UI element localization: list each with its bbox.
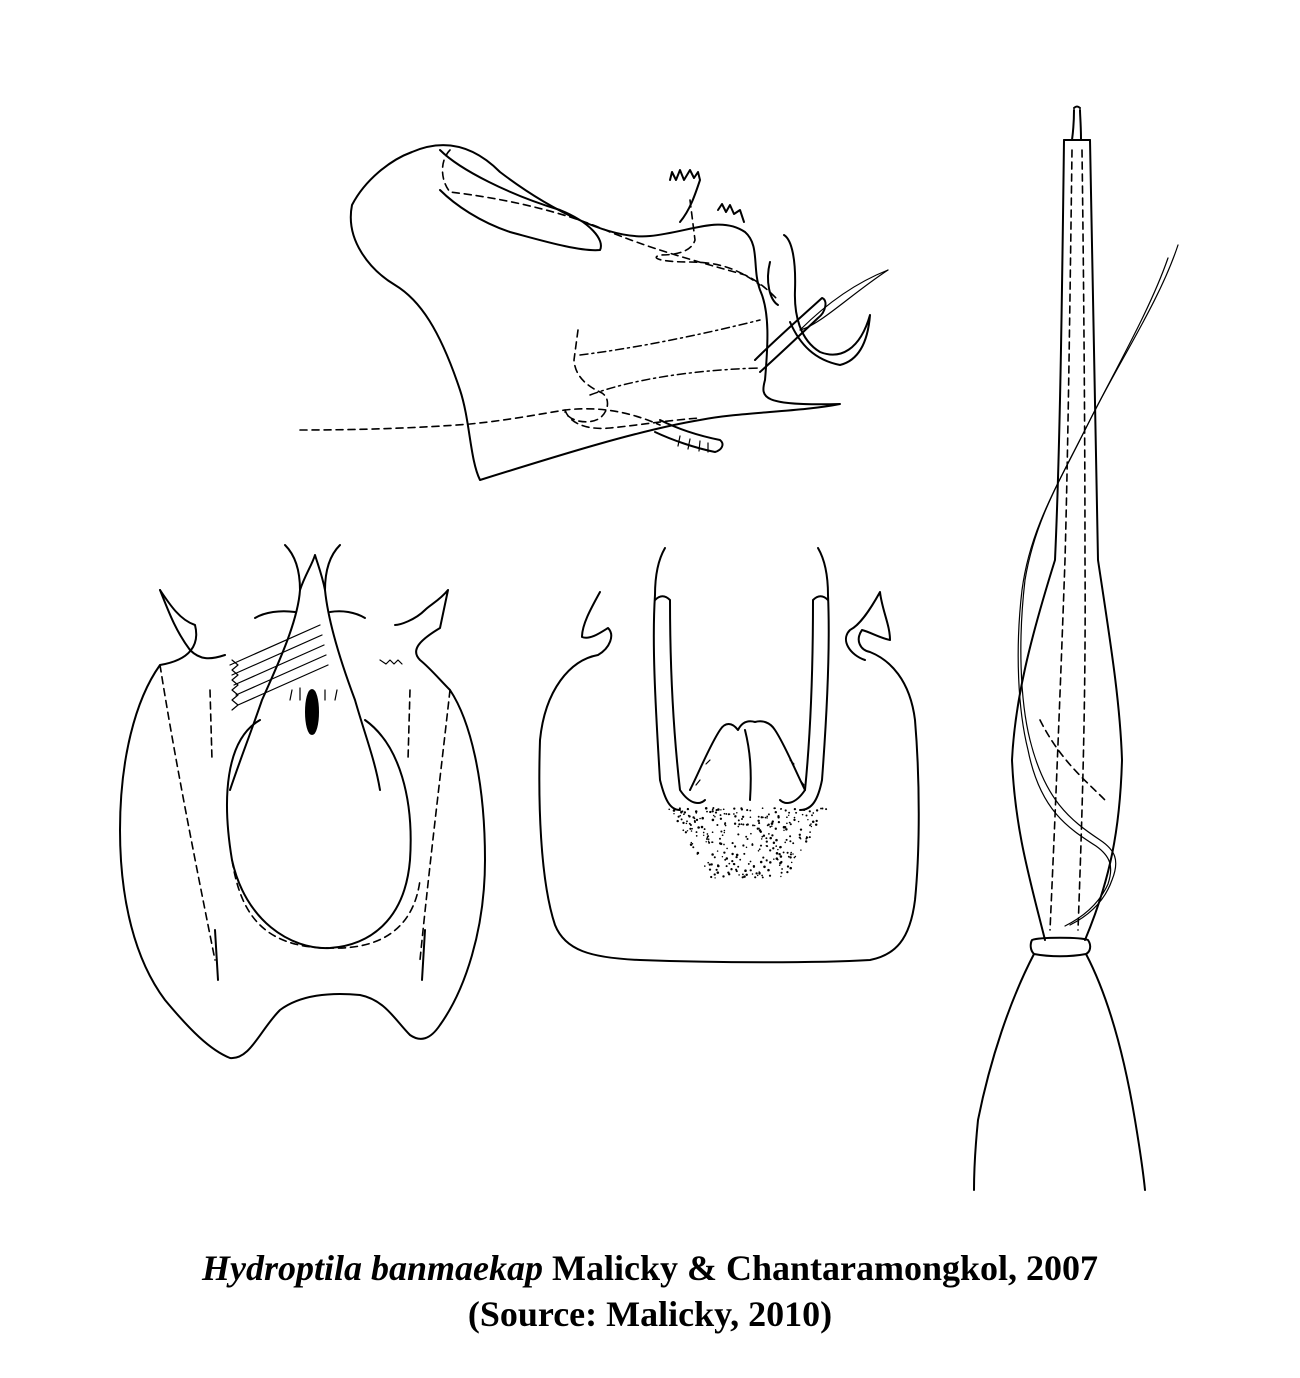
- caption-source: (Source: Malicky, 2010): [467, 1294, 833, 1334]
- ventral-view-drawing: [120, 545, 485, 1058]
- figure-caption: [0, 1245, 1300, 1337]
- stipple-texture: [668, 807, 827, 879]
- species-name: Hydroptila banmaekap: [201, 1248, 543, 1288]
- phallus-drawing: [974, 107, 1178, 1191]
- dorsal-view-drawing: [539, 548, 918, 962]
- species-authority: Malicky & Chantaramongkol, 2007: [551, 1248, 1098, 1288]
- lateral-view-drawing: [300, 145, 888, 480]
- caption-line-1: [0, 1245, 1300, 1291]
